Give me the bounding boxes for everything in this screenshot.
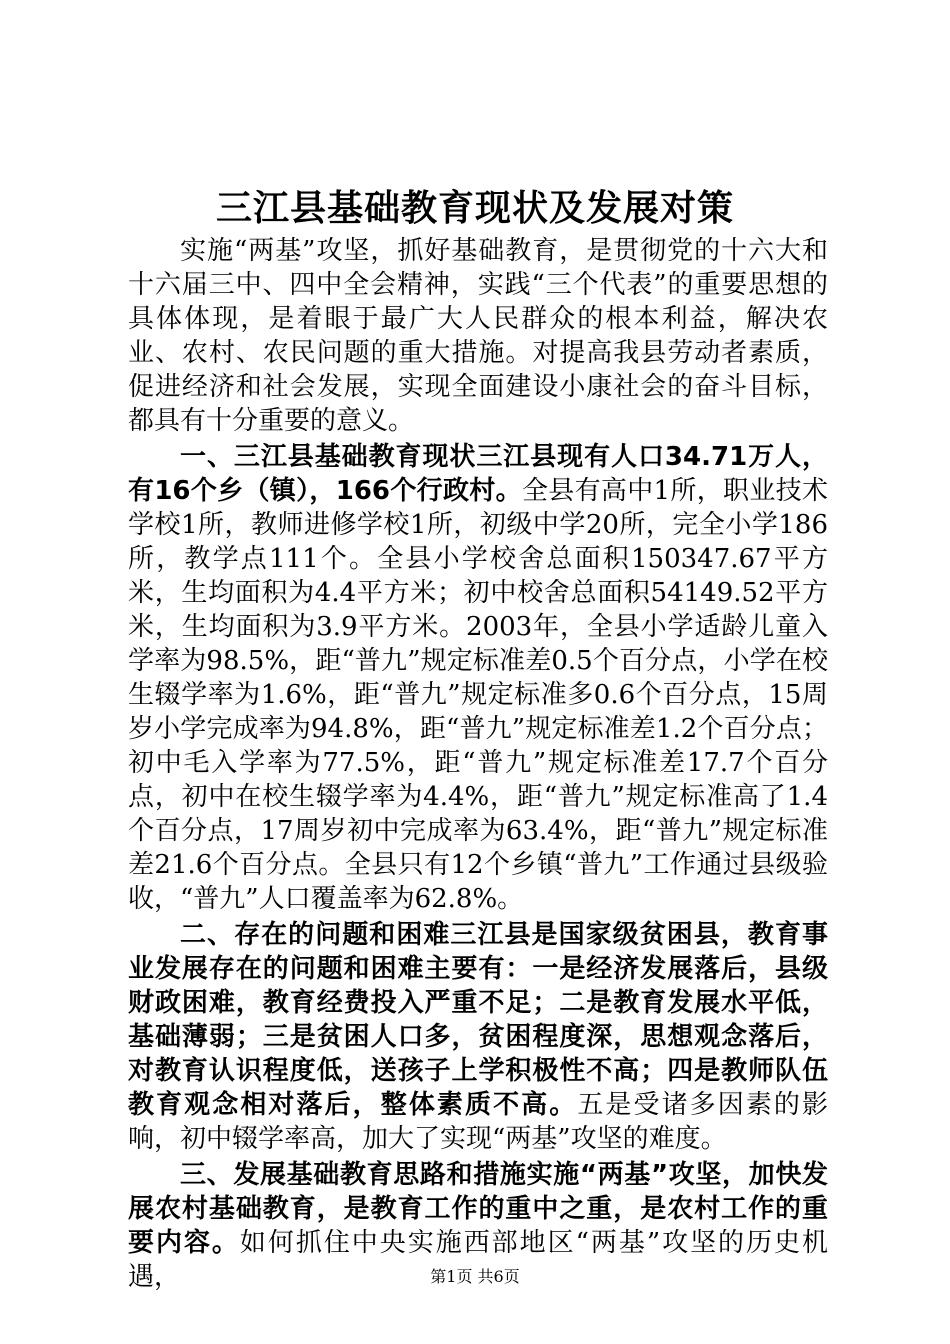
page-footer: 第1页 共6页: [430, 1267, 520, 1286]
document-body: [128, 234, 828, 1296]
paragraph-section-1: [128, 440, 828, 916]
section-2-heading: 二、存在的问题和困难三江县是国家级贫困县，教育事业发展存在的问题和困难主要有：一是经济发展落后，县级财政困难，教育经费投入严重不足；二是教育发展水平低，基础薄弱；三是贫困人口多，贫困程度深，思想观念落后，对教育认识程度低，送孩子上学积极性不高；四是教师队伍教育观念相对落后，整体素质不高。: [128, 920, 828, 1120]
section-1-heading: 一、三江县基础教育现状三江县现有人口34.71万人，有16个乡（镇），166个行政村。: [128, 442, 828, 506]
section-3-heading: 三、发展基础教育思路和措施实施“两基”攻坚，加快发展农村基础教育，是教育工作的重中之重，是农村工作的重要内容。: [128, 1160, 828, 1258]
section-1-text: 全县有高中1所，职业技术学校1所，教师进修学校1所，初级中学20所，完全小学186所，教学点111个。全县小学校舍总面积150347.67平方米，生均面积为4.4平方米；初中校舍总面积54149.52平方米，生均面积为3.9平方米。2003年，全县小学适龄儿童入学率为98.5%，距“普九”规定标准差0.5个百分点，小学在校生辍学率为1.6%，距“普九”规定标准多0.6个百分点，15周岁小学完成率为94.8%，距“普九”规定标准差1.2个百分点；初中毛入学率为77.5%，距“普九”规定标准差17.7个百分点，初中在校生辍学率为4.4%，距“普九”规定标准高了1.4个百分点，17周岁初中完成率为63.4%，距“普九”规定标准差21.6个百分点。全县只有12个乡镇“普九”工作通过县级验收，“普九”人口覆盖率为62.8%。: [128, 476, 828, 914]
section-2-text: 五是受诸多因素的影响，初中辍学率高，加大了实现“两基”攻坚的难度。: [128, 1090, 828, 1154]
paragraph-intro: [128, 234, 828, 438]
paragraph-section-2: [128, 918, 828, 1156]
section-3-text: 如何抓住中央实施西部地区“两基”攻坚的历史机遇，: [128, 1228, 828, 1292]
paragraph-text: 实施“两基”攻坚，抓好基础教育，是贯彻党的十六大和十六届三中、四中全会精神，实践“三个代表”的重要思想的具体体现，是着眼于最广大人民群众的根本利益，解决农业、农村、农民问题的重大措施。对提高我县劳动者素质，促进经济和社会发展，实现全面建设小康社会的奋斗目标，都具有十分重要的意义。: [128, 236, 828, 436]
document-title: 三江县基础教育现状及发展对策: [215, 187, 734, 229]
